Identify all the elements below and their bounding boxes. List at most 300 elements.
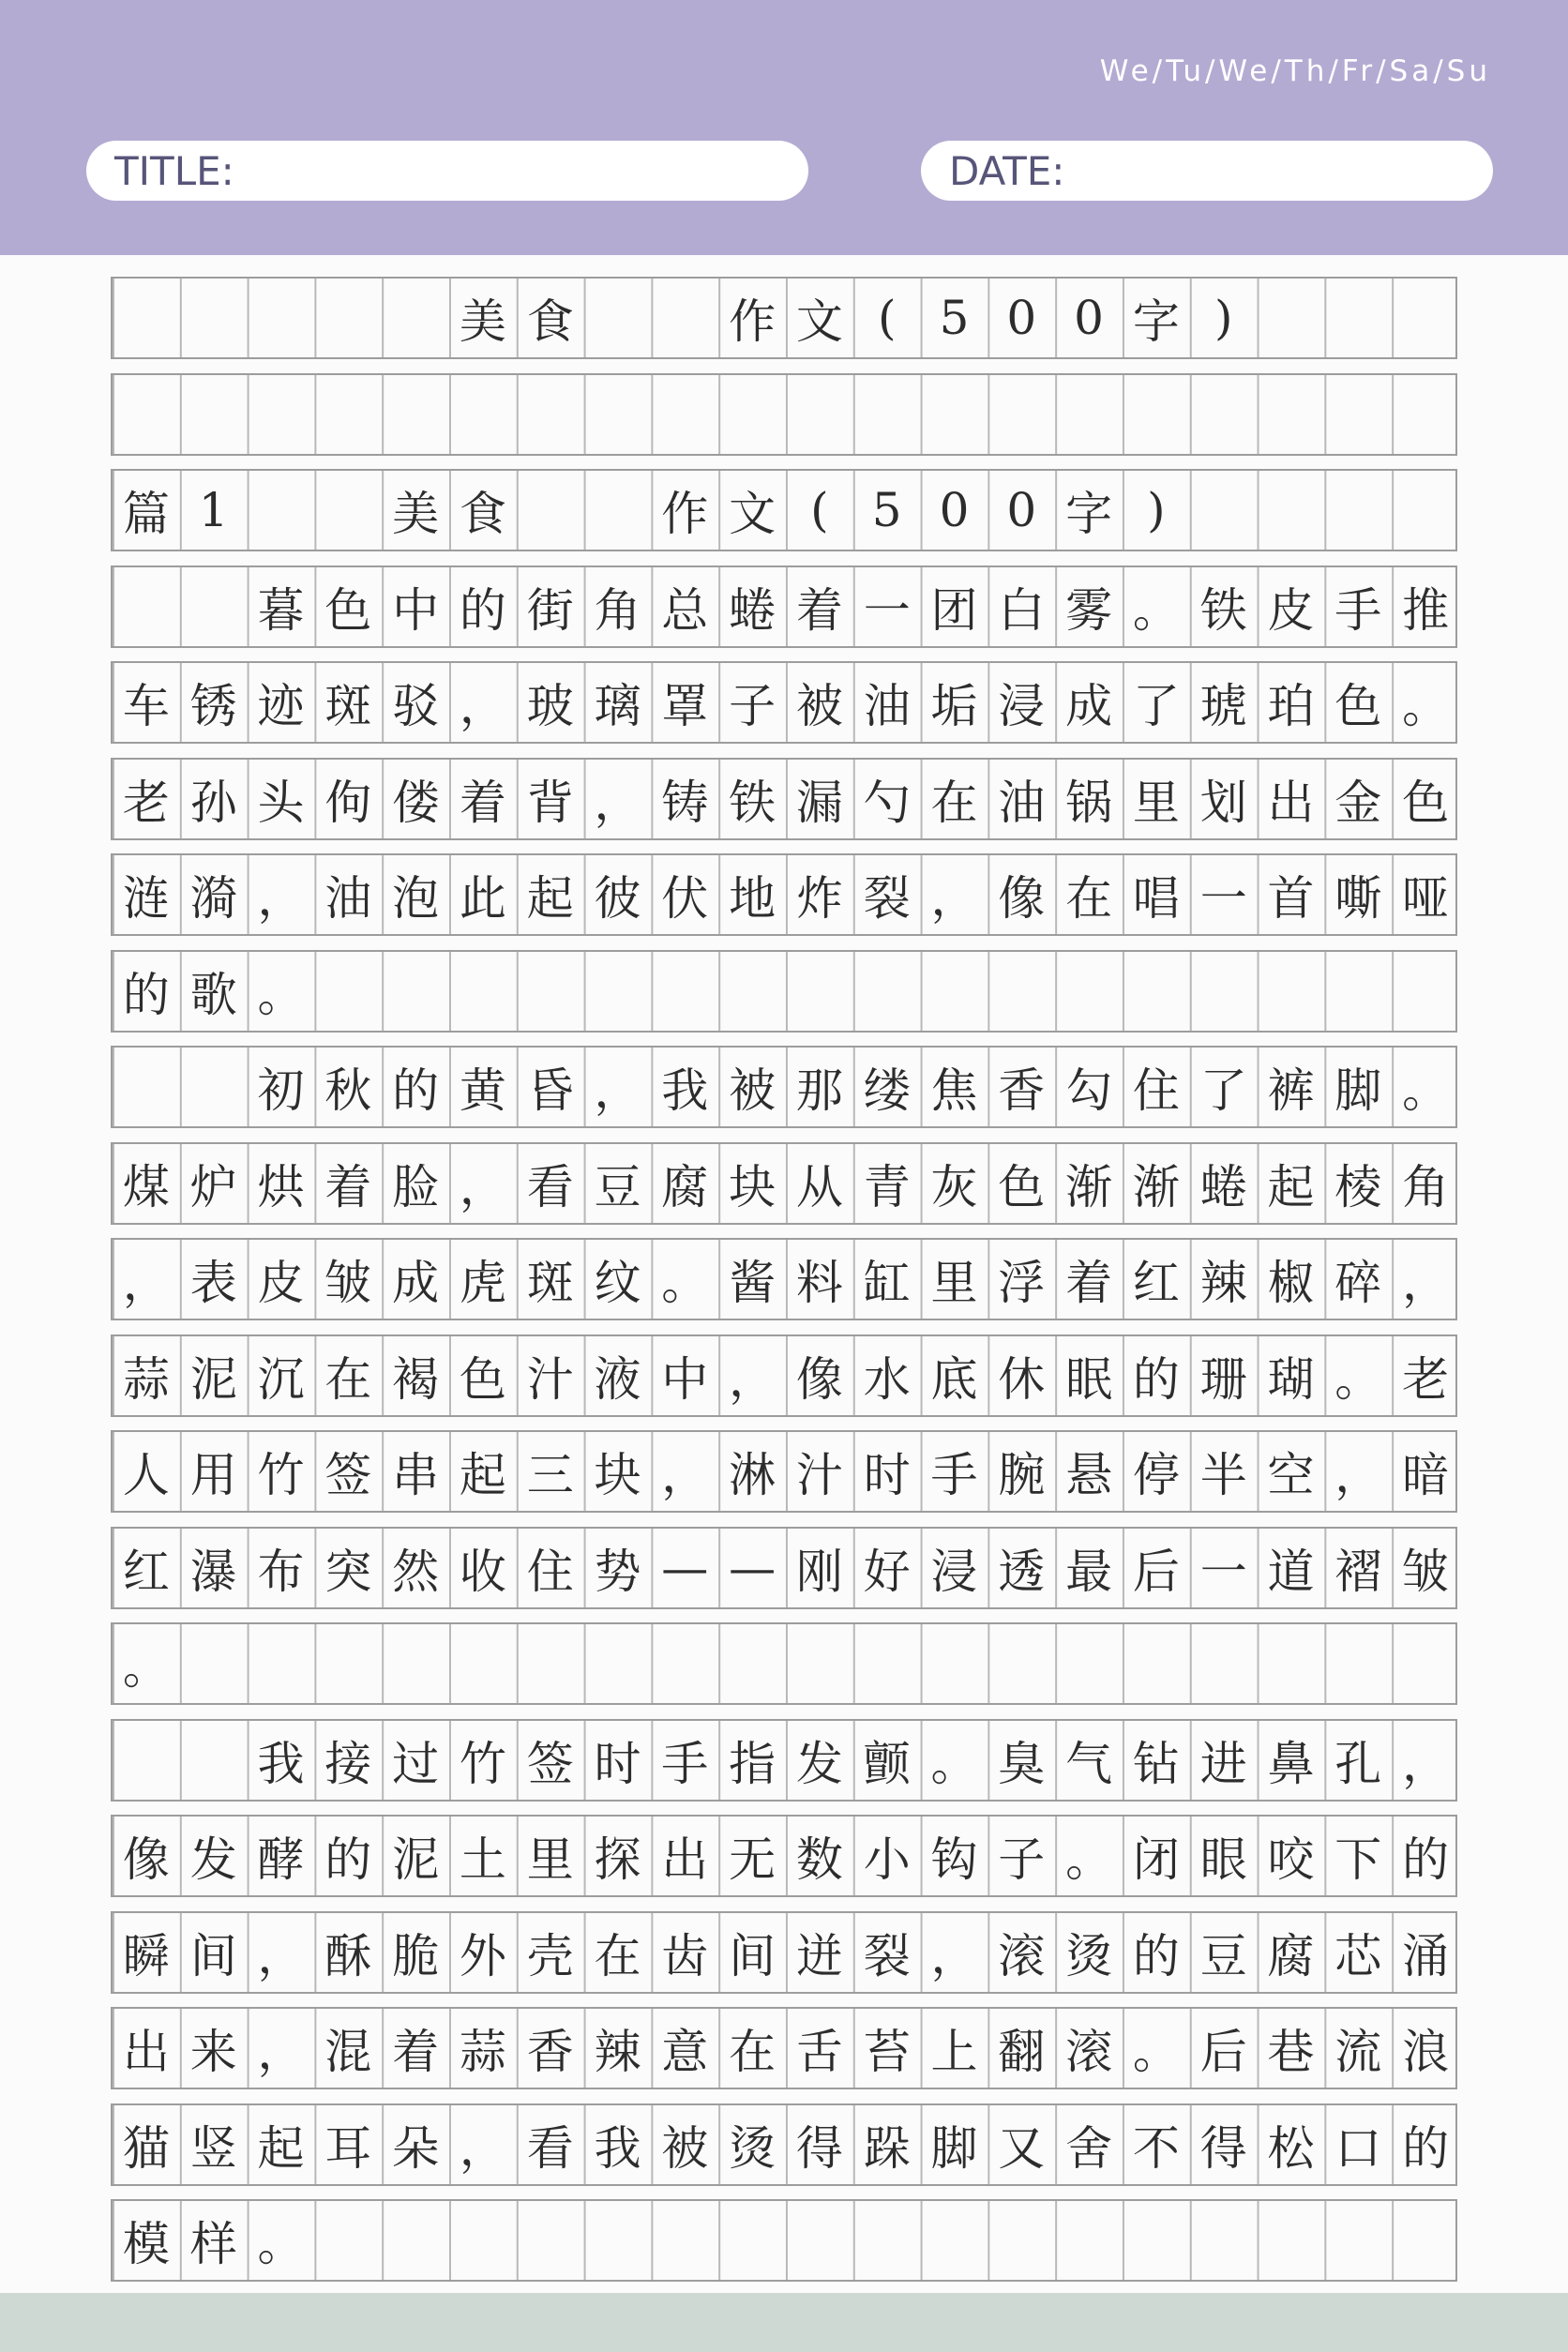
grid-char: 迸 — [795, 1928, 843, 1983]
grid-char: 豆 — [1199, 1928, 1247, 1983]
grid-char: 角 — [1402, 1159, 1450, 1214]
grid-char: 像 — [795, 1351, 843, 1407]
grid-char: 颤 — [863, 1736, 911, 1791]
date-field[interactable] — [921, 141, 1493, 201]
grid-char: 里 — [930, 1256, 978, 1310]
grid-char: 哑 — [1402, 871, 1450, 926]
title-field[interactable] — [86, 141, 808, 201]
grid-char: 脚 — [930, 2120, 978, 2176]
grid-char: 暗 — [1402, 1448, 1450, 1502]
grid-row — [111, 1622, 1457, 1705]
grid-char: 首 — [1267, 871, 1315, 926]
grid-char: 涌 — [1402, 1928, 1450, 1983]
grid-char: 耳 — [324, 2120, 372, 2176]
grid-char: 铁 — [1199, 582, 1247, 638]
header-banner — [0, 0, 1568, 255]
grid-char: 0 — [1006, 291, 1037, 345]
grid-char: 背 — [526, 775, 574, 830]
grid-char: 从 — [795, 1159, 843, 1214]
grid-char: 皱 — [324, 1256, 372, 1310]
grid-char: ) — [1214, 291, 1233, 345]
grid-char: 被 — [795, 679, 843, 733]
grid-row — [111, 373, 1457, 456]
grid-char: 色 — [1402, 775, 1450, 830]
grid-char: 的 — [122, 967, 170, 1022]
grid-char: 液 — [594, 1351, 641, 1407]
grid-char: 舍 — [1065, 2120, 1113, 2176]
grid-char: 漏 — [795, 775, 843, 830]
grid-char: 香 — [526, 2025, 574, 2079]
grid-char: 珊 — [1199, 1351, 1247, 1407]
grid-char: 竹 — [257, 1448, 305, 1502]
grid-char: 嘶 — [1334, 871, 1382, 926]
grid-char: 的 — [459, 582, 506, 638]
grid-char: 脸 — [392, 1159, 440, 1214]
grid-char: 金 — [1334, 775, 1382, 830]
grid-row — [111, 565, 1457, 648]
grid-char: 斑 — [526, 1256, 574, 1310]
grid-char: 油 — [863, 679, 911, 733]
grid-char: ， — [1402, 1256, 1450, 1310]
grid-char: 泡 — [392, 871, 440, 926]
grid-char: 纹 — [594, 1256, 641, 1310]
grid-char: 后 — [1132, 1544, 1180, 1599]
grid-char: 地 — [729, 871, 776, 926]
grid-char: 作 — [729, 294, 776, 349]
grid-char: 琥 — [1199, 679, 1247, 733]
grid-char: 淋 — [729, 1448, 776, 1502]
grid-char: 勾 — [1065, 1063, 1113, 1118]
grid-char: 好 — [863, 1544, 911, 1599]
grid-char: 焦 — [930, 1063, 978, 1118]
grid-char: 的 — [1402, 1832, 1450, 1887]
grid-char: 。 — [661, 1256, 709, 1310]
grid-char: 鼻 — [1267, 1736, 1315, 1791]
grid-char: 缸 — [863, 1256, 911, 1310]
grid-char: 舌 — [795, 2025, 843, 2079]
grid-char: 团 — [930, 582, 978, 638]
grid-char: ， — [661, 1448, 709, 1502]
grid-char: 蜷 — [729, 582, 776, 638]
grid-char: 臭 — [998, 1736, 1046, 1791]
grid-char: 虎 — [459, 1256, 506, 1310]
grid-char: ， — [122, 1256, 170, 1310]
grid-char: 的 — [1132, 1928, 1180, 1983]
grid-char: 签 — [324, 1448, 372, 1502]
grid-char: 老 — [1402, 1351, 1450, 1407]
grid-char: 。 — [122, 1640, 170, 1695]
grid-char: 着 — [1065, 1256, 1113, 1310]
grid-char: 手 — [930, 1448, 978, 1502]
grid-char: 子 — [998, 1832, 1046, 1887]
grid-char: 秋 — [324, 1063, 372, 1118]
grid-char: 然 — [392, 1544, 440, 1599]
grid-char: 浮 — [998, 1256, 1046, 1310]
grid-char: 着 — [459, 775, 506, 830]
grid-char: 看 — [526, 1159, 574, 1214]
grid-char: ， — [930, 871, 978, 926]
grid-char: 闭 — [1132, 1832, 1180, 1887]
grid-char: 间 — [729, 1928, 776, 1983]
grid-row — [111, 277, 1457, 359]
grid-char: ， — [459, 2120, 506, 2176]
grid-char: 棱 — [1334, 1159, 1382, 1214]
grid-char: 角 — [594, 582, 641, 638]
grid-char: 得 — [1199, 2120, 1247, 2176]
grid-char: ) — [1147, 483, 1166, 537]
grid-char: 铸 — [661, 775, 709, 830]
grid-char: 钩 — [930, 1832, 978, 1887]
grid-char: 手 — [661, 1736, 709, 1791]
grid-char: 最 — [1065, 1544, 1113, 1599]
grid-char: 。 — [1132, 2025, 1180, 2079]
grid-char: 腐 — [1267, 1928, 1315, 1983]
grid-char: 浸 — [998, 679, 1046, 733]
grid-char: 锅 — [1065, 775, 1113, 830]
grid-char: 酵 — [257, 1832, 305, 1887]
grid-char: 彼 — [594, 871, 641, 926]
grid-row — [111, 2199, 1457, 2282]
grid-char: 渐 — [1132, 1159, 1180, 1214]
grid-char: — — [729, 1540, 776, 1595]
grid-char: 进 — [1199, 1736, 1247, 1791]
grid-char: 眼 — [1199, 1832, 1247, 1887]
grid-char: 油 — [324, 871, 372, 926]
grid-char: 小 — [863, 1832, 911, 1887]
grid-char: 脚 — [1334, 1063, 1382, 1118]
grid-char: 沉 — [257, 1351, 305, 1407]
grid-char: 灰 — [930, 1159, 978, 1214]
date-label: DATE: — [949, 147, 1065, 194]
grid-row — [111, 1815, 1457, 1897]
grid-char: 。 — [257, 967, 305, 1022]
grid-char: ， — [1334, 1448, 1382, 1502]
grid-char: 。 — [930, 1736, 978, 1791]
grid-char: 半 — [1199, 1448, 1247, 1502]
grid-char: 佝 — [324, 775, 372, 830]
grid-char: 孔 — [1334, 1736, 1382, 1791]
grid-char: 竹 — [459, 1736, 506, 1791]
grid-char: 模 — [122, 2217, 170, 2271]
grid-char: 表 — [189, 1256, 237, 1310]
grid-char: 。 — [1334, 1351, 1382, 1407]
grid-char: 块 — [594, 1448, 641, 1502]
grid-char: 里 — [1132, 775, 1180, 830]
grid-char: 涟 — [122, 871, 170, 926]
grid-char: 瞬 — [122, 1928, 170, 1983]
grid-char: 一 — [1199, 871, 1247, 926]
grid-char: 推 — [1402, 582, 1450, 638]
grid-char: 刚 — [795, 1544, 843, 1599]
grid-char: 罩 — [661, 679, 709, 733]
grid-char: 红 — [1132, 1256, 1180, 1310]
grid-row — [111, 1142, 1457, 1225]
grid-char: 间 — [189, 1928, 237, 1983]
grid-char: 住 — [1132, 1063, 1180, 1118]
grid-char: 看 — [526, 2120, 574, 2176]
grid-char: 色 — [459, 1351, 506, 1407]
grid-char: 滚 — [998, 1928, 1046, 1983]
grid-char: 0 — [1006, 483, 1037, 537]
grid-char: 黄 — [459, 1063, 506, 1118]
grid-char: 雾 — [1065, 582, 1113, 638]
grid-char: 壳 — [526, 1928, 574, 1983]
grid-char: 停 — [1132, 1448, 1180, 1502]
grid-char: 时 — [863, 1448, 911, 1502]
grid-char: ， — [459, 1159, 506, 1214]
grid-char: 巷 — [1267, 2025, 1315, 2079]
grid-char: 时 — [594, 1736, 641, 1791]
grid-char: 在 — [729, 2025, 776, 2079]
grid-char: 气 — [1065, 1736, 1113, 1791]
grid-char: 裤 — [1267, 1063, 1315, 1118]
grid-char: 垢 — [930, 679, 978, 733]
grid-char: 出 — [122, 2025, 170, 2079]
grid-char: 孙 — [189, 775, 237, 830]
grid-char: 松 — [1267, 2120, 1315, 2176]
grid-char: 的 — [324, 1832, 372, 1887]
grid-char: 子 — [729, 679, 776, 733]
grid-char: 碎 — [1334, 1256, 1382, 1310]
grid-char: 混 — [324, 2025, 372, 2079]
grid-char: 泥 — [189, 1351, 237, 1407]
grid-char: 芯 — [1334, 1928, 1382, 1983]
grid-char: 来 — [189, 2025, 237, 2079]
grid-char: 咬 — [1267, 1832, 1315, 1887]
grid-char: 美 — [392, 487, 440, 541]
grid-char: 布 — [257, 1544, 305, 1599]
grid-char: 道 — [1267, 1544, 1315, 1599]
grid-char: 脆 — [392, 1928, 440, 1983]
grid-char: 蜷 — [1199, 1159, 1247, 1214]
grid-char: 皮 — [1267, 582, 1315, 638]
grid-char: 在 — [324, 1351, 372, 1407]
grid-char: 透 — [998, 1544, 1046, 1599]
grid-char: 苔 — [863, 2025, 911, 2079]
grid-char: 0 — [1074, 291, 1104, 345]
grid-char: 烫 — [1065, 1928, 1113, 1983]
grid-char: 烘 — [257, 1159, 305, 1214]
grid-row — [111, 758, 1457, 840]
grid-char: 0 — [939, 483, 970, 537]
grid-char: 香 — [998, 1063, 1046, 1118]
grid-char: 铁 — [729, 775, 776, 830]
grid-char: 腕 — [998, 1448, 1046, 1502]
grid-char: 歌 — [189, 967, 237, 1022]
grid-char: 食 — [526, 294, 574, 349]
grid-row — [111, 661, 1457, 744]
grid-char: 酥 — [324, 1928, 372, 1983]
grid-char: 豆 — [594, 1159, 641, 1214]
grid-char: 出 — [1267, 775, 1315, 830]
grid-char: 被 — [729, 1063, 776, 1118]
grid-char: 用 — [189, 1448, 237, 1502]
grid-char: 土 — [459, 1832, 506, 1887]
grid-row — [111, 1046, 1457, 1128]
grid-char: 起 — [526, 871, 574, 926]
grid-char: 驳 — [392, 679, 440, 733]
grid-char: 色 — [324, 582, 372, 638]
title-label: TITLE: — [114, 147, 234, 194]
grid-row — [111, 1911, 1457, 1994]
grid-char: 过 — [392, 1736, 440, 1791]
grid-char: 字 — [1132, 294, 1180, 349]
grid-char: 滚 — [1065, 2025, 1113, 2079]
grid-char: 水 — [863, 1351, 911, 1407]
grid-char: 玻 — [526, 679, 574, 733]
grid-char: ， — [257, 871, 305, 926]
grid-char: ， — [1402, 1736, 1450, 1791]
grid-char: 划 — [1199, 775, 1247, 830]
grid-char: 。 — [1402, 679, 1450, 733]
grid-char: 蒜 — [122, 1351, 170, 1407]
grid-char: 白 — [998, 582, 1046, 638]
grid-char: 得 — [795, 2120, 843, 2176]
grid-char: 缕 — [863, 1063, 911, 1118]
grid-char: 块 — [729, 1159, 776, 1214]
grid-char: 褐 — [392, 1351, 440, 1407]
grid-char: 像 — [998, 871, 1046, 926]
grid-char: 中 — [392, 582, 440, 638]
grid-char: 齿 — [661, 1928, 709, 1983]
grid-char: 底 — [930, 1351, 978, 1407]
grid-char: 裂 — [863, 1928, 911, 1983]
grid-char: 眠 — [1065, 1351, 1113, 1407]
grid-char: 流 — [1334, 2025, 1382, 2079]
grid-char: 出 — [661, 1832, 709, 1887]
grid-char: 竖 — [189, 2120, 237, 2176]
grid-row — [111, 1430, 1457, 1513]
grid-char: 收 — [459, 1544, 506, 1599]
grid-char: 下 — [1334, 1832, 1382, 1887]
grid-char: 文 — [795, 294, 843, 349]
grid-char: 我 — [594, 2120, 641, 2176]
grid-char: 数 — [795, 1832, 843, 1887]
grid-char: 意 — [661, 2025, 709, 2079]
grid-char: 偻 — [392, 775, 440, 830]
grid-char: 腐 — [661, 1159, 709, 1214]
grid-char: 翻 — [998, 2025, 1046, 2079]
grid-char: ， — [257, 1928, 305, 1983]
grid-char: 食 — [459, 487, 506, 541]
grid-char: 此 — [459, 871, 506, 926]
grid-char: 裂 — [863, 871, 911, 926]
grid-char: 车 — [122, 679, 170, 733]
grid-char: ， — [594, 1063, 641, 1118]
grid-char: ， — [930, 1928, 978, 1983]
grid-char: 色 — [1334, 679, 1382, 733]
grid-char: ， — [729, 1351, 776, 1407]
grid-char: 泥 — [392, 1832, 440, 1887]
grid-char: 褶 — [1334, 1544, 1382, 1599]
grid-char: 起 — [459, 1448, 506, 1502]
manuscript-grid-paper — [111, 277, 1457, 2274]
grid-char: 昏 — [526, 1063, 574, 1118]
grid-char: 暮 — [257, 582, 305, 638]
grid-char: 那 — [795, 1063, 843, 1118]
grid-char: 。 — [1402, 1063, 1450, 1118]
footer-band — [0, 2293, 1568, 2352]
grid-char: 红 — [122, 1544, 170, 1599]
grid-row — [111, 853, 1457, 936]
grid-char: 油 — [998, 775, 1046, 830]
grid-char: 签 — [526, 1736, 574, 1791]
grid-char: 突 — [324, 1544, 372, 1599]
grid-char: 总 — [661, 582, 709, 638]
grid-char: 汁 — [526, 1351, 574, 1407]
grid-char: 渐 — [1065, 1159, 1113, 1214]
grid-char: 口 — [1334, 2120, 1382, 2176]
grid-row — [111, 950, 1457, 1033]
grid-char: 接 — [324, 1736, 372, 1791]
grid-char: 外 — [459, 1928, 506, 1983]
grid-char: 浸 — [930, 1544, 978, 1599]
grid-char: 猫 — [122, 2120, 170, 2176]
grid-char: 三 — [526, 1448, 574, 1502]
grid-char: 辣 — [594, 2025, 641, 2079]
grid-char: 初 — [257, 1063, 305, 1118]
grid-char: ， — [459, 679, 506, 733]
grid-char: 炉 — [189, 1159, 237, 1214]
grid-char: 我 — [661, 1063, 709, 1118]
grid-char: 的 — [1402, 2120, 1450, 2176]
grid-char: 煤 — [122, 1159, 170, 1214]
grid-char: 辣 — [1199, 1256, 1247, 1310]
grid-char: 在 — [930, 775, 978, 830]
grid-char: 唱 — [1132, 871, 1180, 926]
grid-char: 被 — [661, 2120, 709, 2176]
grid-char: 头 — [257, 775, 305, 830]
grid-char: 起 — [1267, 1159, 1315, 1214]
grid-char: 中 — [661, 1351, 709, 1407]
grid-char: 后 — [1199, 2025, 1247, 2079]
grid-char: 一 — [863, 582, 911, 638]
grid-char: 我 — [257, 1736, 305, 1791]
grid-char: ( — [810, 483, 829, 537]
grid-char: 锈 — [189, 679, 237, 733]
grid-char: 青 — [863, 1159, 911, 1214]
grid-char: 不 — [1132, 2120, 1180, 2176]
grid-char: 。 — [1065, 1832, 1113, 1887]
grid-char: 里 — [526, 1832, 574, 1887]
grid-char: 漪 — [189, 871, 237, 926]
grid-char: 蒜 — [459, 2025, 506, 2079]
grid-char: 样 — [189, 2217, 237, 2271]
grid-char: 空 — [1267, 1448, 1315, 1502]
grid-char: 伏 — [661, 871, 709, 926]
grid-char: 烫 — [729, 2120, 776, 2176]
grid-row — [111, 1238, 1457, 1320]
grid-char: 街 — [526, 582, 574, 638]
grid-char: 在 — [1065, 871, 1113, 926]
grid-char: 上 — [930, 2025, 978, 2079]
grid-char: 瑚 — [1267, 1351, 1315, 1407]
grid-row — [111, 1719, 1457, 1802]
grid-char: 皱 — [1402, 1544, 1450, 1599]
weekday-selector[interactable]: We/Tu/We/Th/Fr/Sa/Su — [1099, 54, 1491, 88]
grid-char: 人 — [122, 1448, 170, 1502]
grid-char: 勺 — [863, 775, 911, 830]
grid-char: 美 — [459, 294, 506, 349]
grid-row — [111, 2007, 1457, 2089]
grid-char: 文 — [729, 487, 776, 541]
grid-char: 像 — [122, 1832, 170, 1887]
grid-char: 老 — [122, 775, 170, 830]
grid-char: 钻 — [1132, 1736, 1180, 1791]
grid-char: 皮 — [257, 1256, 305, 1310]
grid-char: 探 — [594, 1832, 641, 1887]
grid-char: 朵 — [392, 2120, 440, 2176]
